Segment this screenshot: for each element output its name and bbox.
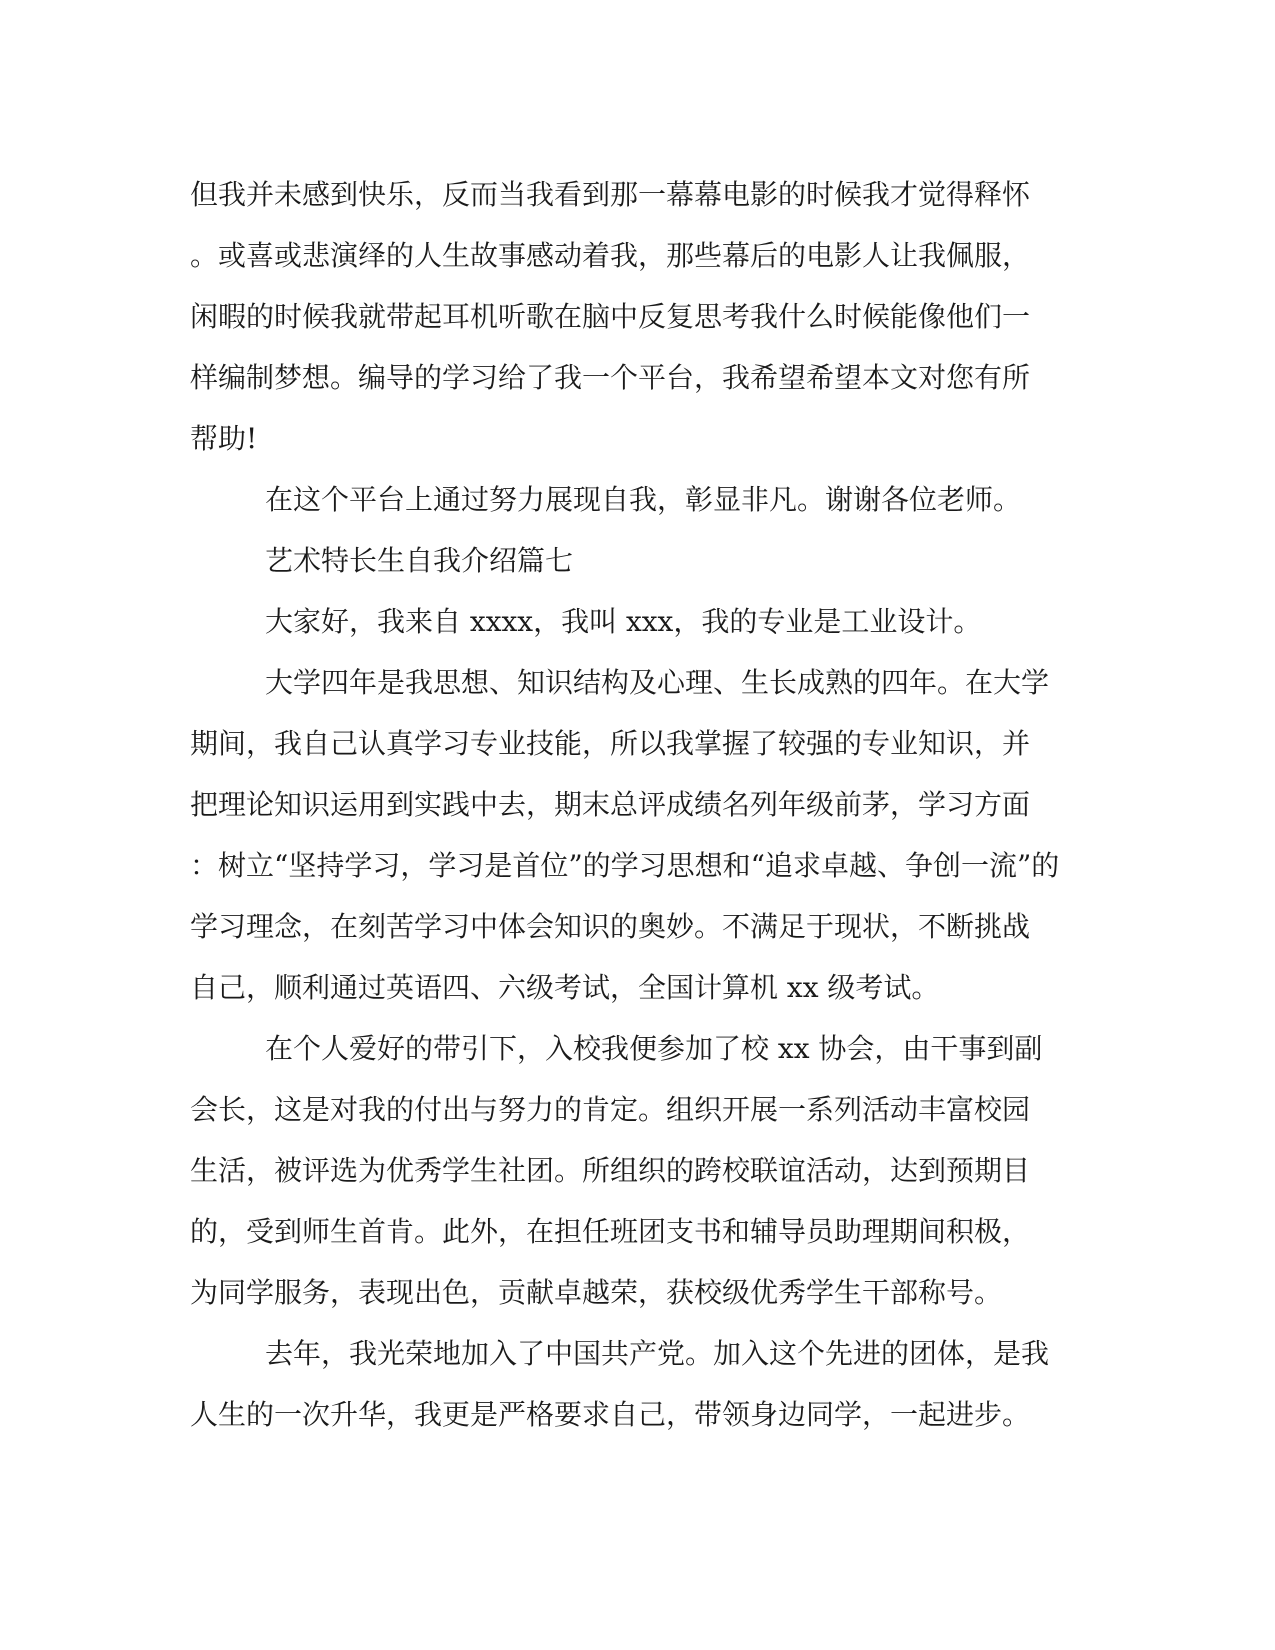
text-line: ：树立“坚持学习，学习是首位”的学习思想和“追求卓越、争创一流”的 <box>190 849 1060 882</box>
text-line: 期间，我自己认真学习专业技能，所以我掌握了较强的专业知识，并 <box>190 727 1031 760</box>
text-line: 生活，被评选为优秀学生社团。所组织的跨校联谊活动，达到预期目 <box>190 1154 1031 1187</box>
text-line: 闲暇的时候我就带起耳机听歌在脑中反复思考我什么时候能像他们一 <box>190 300 1031 333</box>
text-line: 帮助! <box>190 422 258 455</box>
text-line: 会长，这是对我的付出与努力的肯定。组织开展一系列活动丰富校园 <box>190 1093 1031 1126</box>
text-line: 在这个平台上通过努力展现自我，彰显非凡。谢谢各位老师。 <box>265 483 1022 516</box>
text-line: 在个人爱好的带引下，入校我便参加了校 xx 协会，由干事到副 <box>265 1032 1043 1065</box>
text-line: 把理论知识运用到实践中去，期末总评成绩名列年级前茅，学习方面 <box>190 788 1031 821</box>
text-line: 大学四年是我思想、知识结构及心理、生长成熟的四年。在大学 <box>265 666 1050 699</box>
text-line: 去年，我光荣地加入了中国共产党。加入这个先进的团体，是我 <box>265 1337 1050 1370</box>
text-line: 但我并未感到快乐，反而当我看到那一幕幕电影的时候我才觉得释怀 <box>190 178 1031 211</box>
text-line: 学习理念，在刻苦学习中体会知识的奥妙。不满足于现状，不断挑战 <box>190 910 1031 943</box>
text-line: 为同学服务，表现出色，贡献卓越荣，获校级优秀学生干部称号。 <box>190 1276 1003 1309</box>
document-body <box>190 164 1090 1445</box>
text-line: 样编制梦想。编导的学习给了我一个平台，我希望希望本文对您有所 <box>190 361 1031 394</box>
text-line: 。或喜或悲演绎的人生故事感动着我，那些幕后的电影人让我佩服， <box>190 239 1031 272</box>
text-line: 大家好，我来自 xxxx，我叫 xxx，我的专业是工业设计。 <box>265 605 982 638</box>
section-heading: 艺术特长生自我介绍篇七 <box>265 544 574 577</box>
text-line: 人生的一次升华，我更是严格要求自己，带领身边同学，一起进步。 <box>190 1398 1031 1431</box>
text-line: 的，受到师生首肯。此外，在担任班团支书和辅导员助理期间积极， <box>190 1215 1031 1248</box>
text-line: 自己，顺利通过英语四、六级考试，全国计算机 xx 级考试。 <box>190 971 940 1004</box>
